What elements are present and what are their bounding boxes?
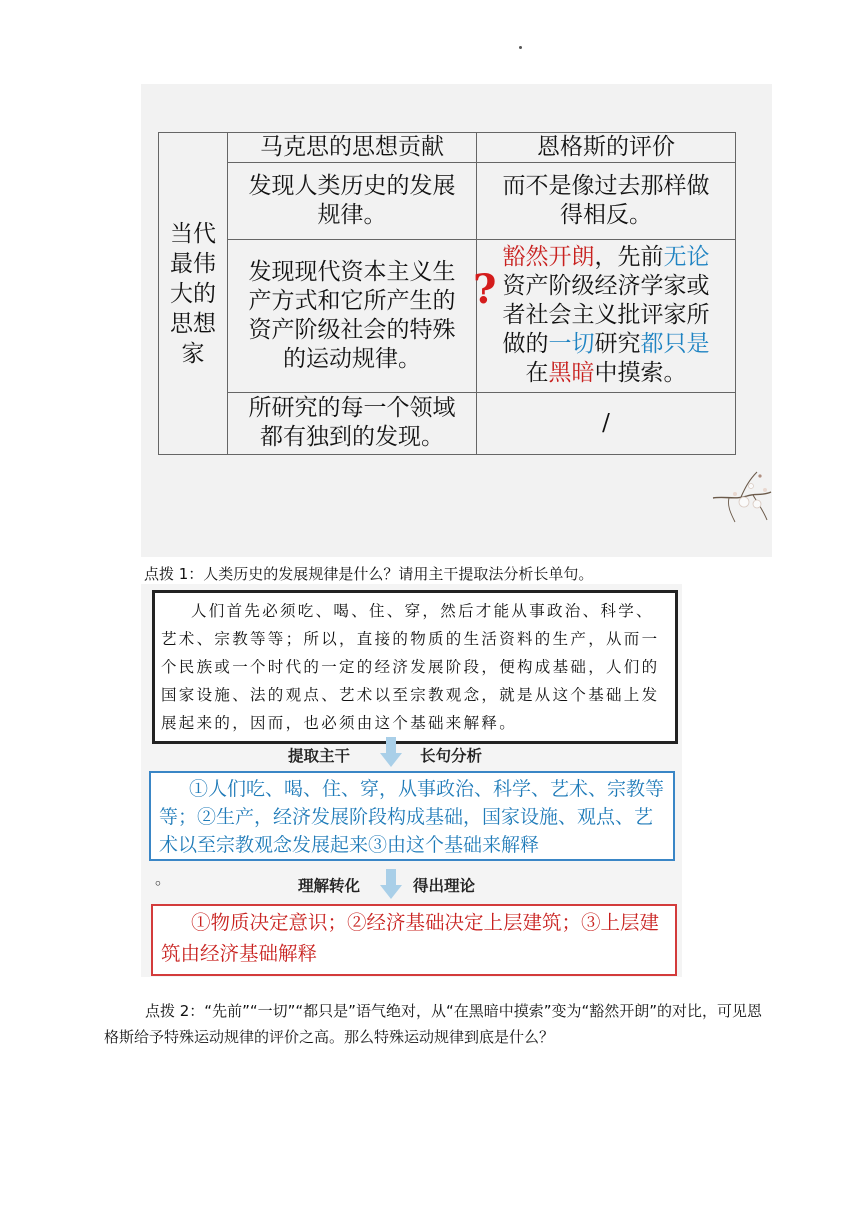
hint-2: 点拨 2：“先前”“一切”“都只是”语气绝对，从“在黑暗中摸索”变为“豁然开朗”的对比，可见恩格斯给予特殊运动规律的评价之高。那么特殊运动规律到底是什么？ [104, 1002, 763, 1046]
extracted-trunk-box: ①人们吃、喝、住、穿，从事政治、科学、艺术、宗教等等；②生产，经济发展阶段构成基础，国家设施、观点、艺术以至宗教观念发展起来③由这个基础来解释 [149, 771, 675, 861]
header-evaluation: 恩格斯的评价 [477, 133, 736, 163]
hint-1: 点拨 1：人类历史的发展规律是什么？请用主干提取法分析长单句。 [144, 565, 594, 583]
trailing-mark: 。 [155, 869, 172, 888]
label-theory: 得出理论 [413, 876, 476, 895]
row2-evaluation: 豁然开朗，先前无论 资产阶级经济学家或 者社会主义批评家所 做的一切研究都只是 在黑暗中摸索。 [477, 239, 736, 392]
down-arrow-icon [380, 869, 402, 899]
row3-evaluation: / [477, 392, 736, 454]
header-contribution: 马克思的思想贡献 [228, 133, 477, 163]
theory-box: ①物质决定意识；②经济基础决定上层建筑；③上层建筑由经济基础解释 [151, 904, 677, 976]
table-row [159, 239, 736, 392]
label-extract: 提取主干 [288, 746, 351, 765]
sentence-analysis-slide [141, 584, 682, 977]
row3-contribution: 所研究的每一个领域 都有独到的发现。 [228, 392, 477, 454]
row1-evaluation: 而不是像过去那样做 得相反。 [477, 163, 736, 239]
label-analysis: 长句分析 [420, 746, 483, 765]
contribution-table [158, 132, 736, 455]
original-sentence-box: 人们首先必须吃、喝、住、穿，然后才能从事政治、科学、艺术、宗教等等；所以，直接的物质的生活资料的生产，从而一个民族或一个时代的一定的经济发展阶段，便构成基础，人们的国家设施、法的观点、艺术以至宗教观念，就是从这个基础上发展起来的，因而，也必须由这个基础来解释。 [152, 590, 678, 744]
table-row [159, 392, 736, 454]
question-mark: ? [473, 266, 497, 313]
row2-contribution: 发现现代资本主义生 产方式和它所产生的 资产阶级社会的特殊 的运动规律。 [228, 239, 477, 392]
label-understand: 理解转化 [298, 876, 361, 895]
page-dot [519, 46, 522, 49]
side-label: 当代 最伟 大的 思想 家 [159, 133, 228, 455]
contribution-table-slide [141, 84, 772, 557]
table-header-row [159, 133, 736, 163]
row1-contribution: 发现人类历史的发展 规律。 [228, 163, 477, 239]
plum-blossom-branch-icon [711, 466, 773, 526]
table-row [159, 163, 736, 239]
down-arrow-icon [380, 737, 402, 767]
